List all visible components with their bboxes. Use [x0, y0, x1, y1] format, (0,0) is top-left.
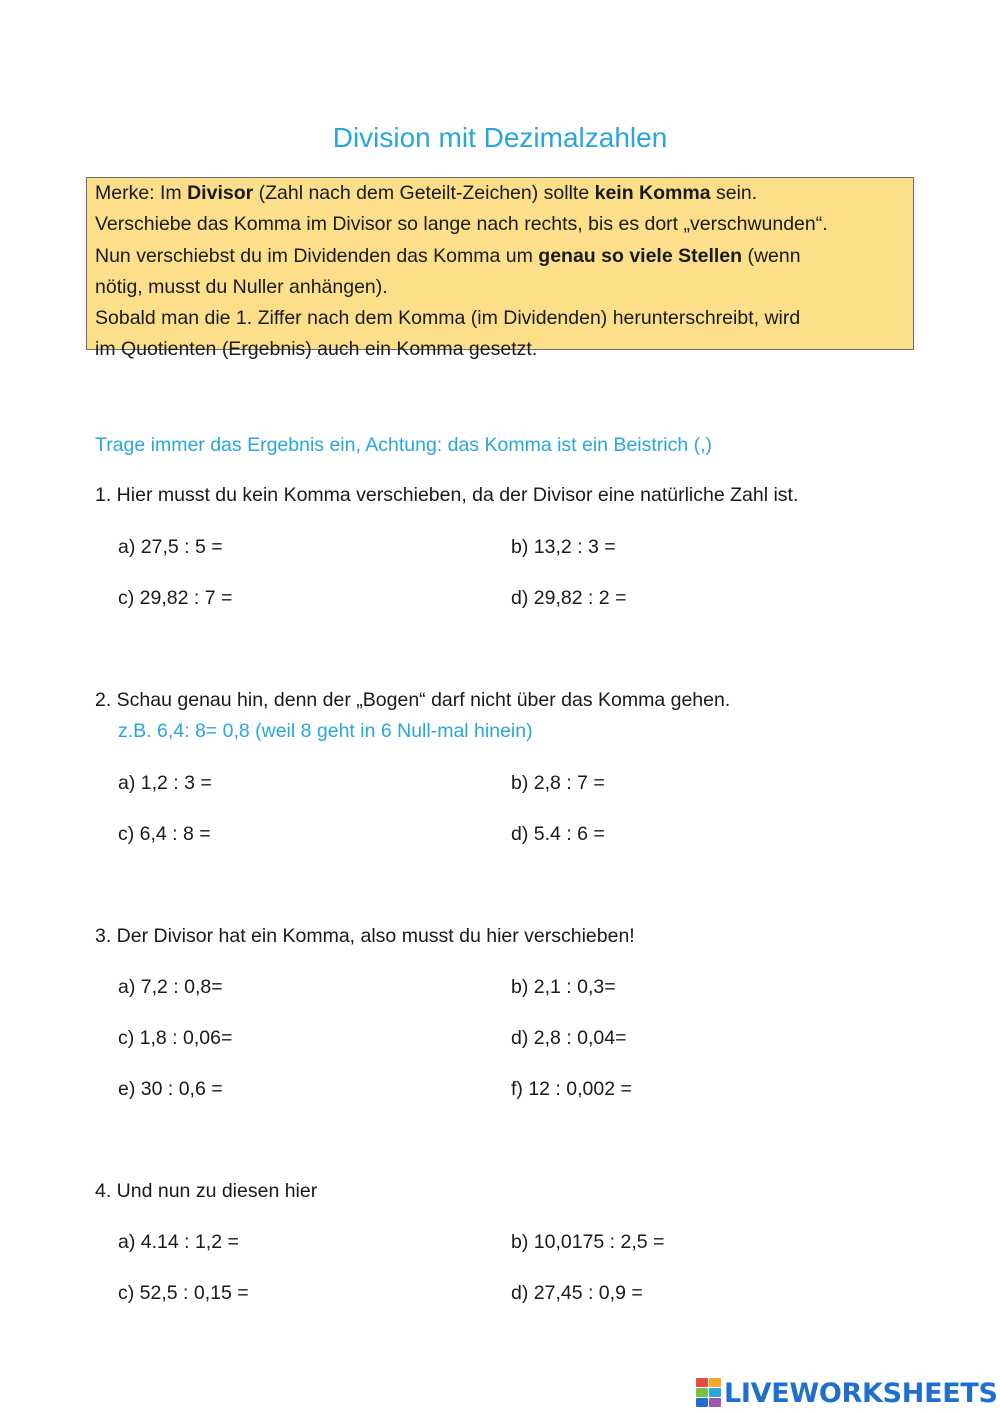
logo-mark-icon — [696, 1378, 722, 1408]
merke-bold: Divisor — [187, 182, 254, 204]
task-3a: a) 7,2 : 0,8= — [118, 976, 223, 998]
section-2-heading: 2. Schau genau hin, denn der „Bogen“ darf nicht über das Komma gehen. — [95, 689, 731, 711]
task-1a: a) 27,5 : 5 = — [118, 536, 223, 558]
task-3f: f) 12 : 0,002 = — [511, 1078, 632, 1100]
logo-text: LIVEWORKSHEETS — [724, 1377, 998, 1409]
section-3-heading: 3. Der Divisor hat ein Komma, also musst du hier verschieben! — [95, 925, 635, 947]
task-4c: c) 52,5 : 0,15 = — [118, 1282, 249, 1304]
instruction-hint: Trage immer das Ergebnis ein, Achtung: das Komma ist ein Beistrich (,) — [95, 434, 713, 456]
section-1-heading: 1. Hier musst du kein Komma verschieben, da der Divisor eine natürliche Zahl ist. — [95, 484, 799, 506]
merke-text: Nun verschiebst du im Dividenden das Komma um — [95, 244, 539, 267]
task-3d: d) 2,8 : 0,04= — [511, 1027, 627, 1049]
merke-line-4: nötig, musst du Nuller anhängen). — [95, 275, 388, 298]
task-3c: c) 1,8 : 0,06= — [118, 1027, 233, 1049]
liveworksheets-logo — [696, 1376, 998, 1410]
task-2b: b) 2,8 : 7 = — [511, 772, 605, 794]
merke-line-1 — [95, 178, 905, 209]
section-2-example: z.B. 6,4: 8= 0,8 (weil 8 geht in 6 Null-mal hinein) — [118, 720, 533, 742]
merke-text: (Zahl nach dem Geteilt-Zeichen) sollte — [253, 182, 595, 204]
merke-bold: genau so viele Stellen — [538, 244, 743, 267]
task-2a: a) 1,2 : 3 = — [118, 772, 212, 794]
merke-box — [86, 177, 914, 361]
merke-line-6: im Quotienten (Ergebnis) auch ein Komma gesetzt. — [95, 338, 538, 361]
merke-text: (wenn — [742, 244, 801, 267]
merke-text: Merke: Im — [95, 182, 188, 204]
task-2c: c) 6,4 : 8 = — [118, 823, 211, 845]
task-2d: d) 5.4 : 6 = — [511, 823, 605, 845]
merke-line-3 — [95, 241, 905, 272]
task-3e: e) 30 : 0,6 = — [118, 1078, 223, 1100]
merke-line-5: Sobald man die 1. Ziffer nach dem Komma (im Dividenden) herunterschreibt, wird — [95, 307, 801, 330]
task-3b: b) 2,1 : 0,3= — [511, 976, 616, 998]
task-4a: a) 4.14 : 1,2 = — [118, 1231, 239, 1253]
task-1c: c) 29,82 : 7 = — [118, 587, 233, 609]
task-4d: d) 27,45 : 0,9 = — [511, 1282, 643, 1304]
merke-bold: kein Komma — [594, 182, 711, 204]
page-title: Division mit Dezimalzahlen — [332, 122, 668, 153]
merke-text: sein. — [710, 182, 758, 204]
merke-line-2: Verschiebe das Komma im Divisor so lange nach rechts, bis es dort „verschwunden“. — [95, 213, 828, 236]
task-1d: d) 29,82 : 2 = — [511, 587, 627, 609]
section-4-heading: 4. Und nun zu diesen hier — [95, 1180, 318, 1202]
task-1b: b) 13,2 : 3 = — [511, 536, 616, 558]
task-4b: b) 10,0175 : 2,5 = — [511, 1231, 665, 1253]
